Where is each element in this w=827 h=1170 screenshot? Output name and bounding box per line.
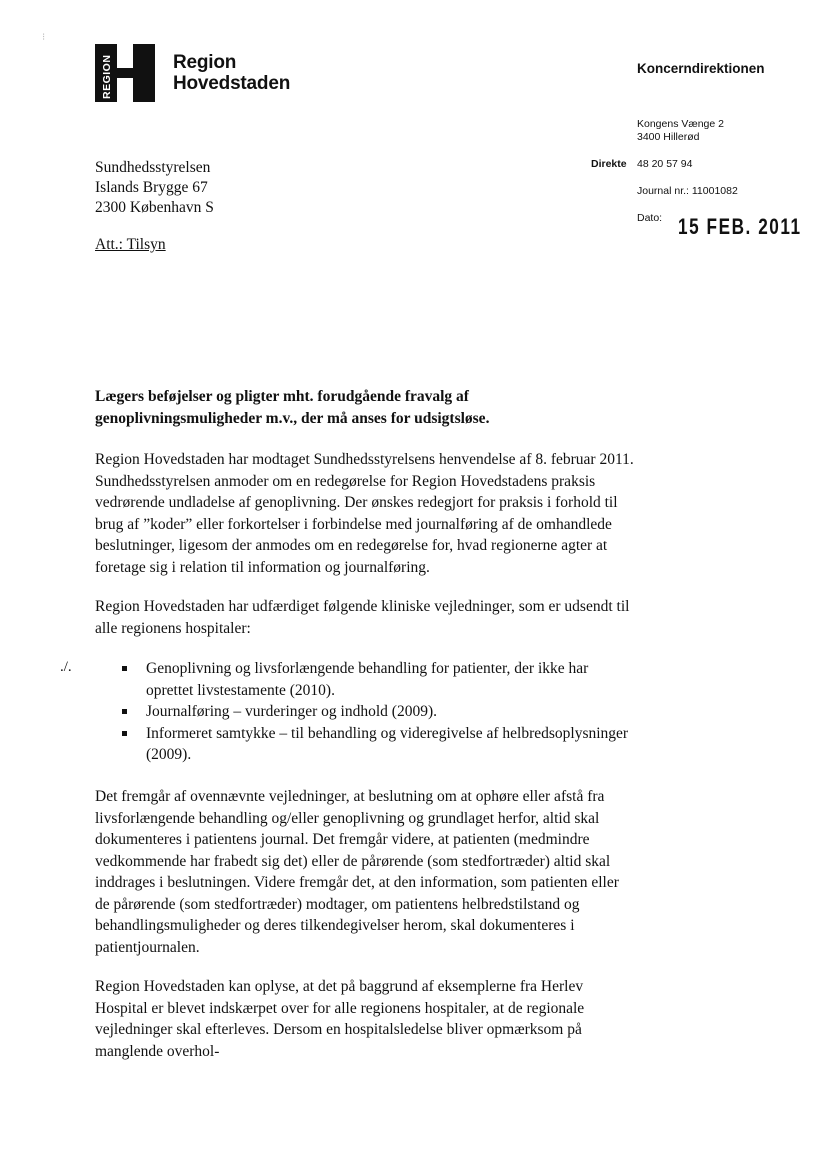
date-label: Dato: [637,212,663,224]
logo-wordmark [173,52,290,94]
paragraph-4: Region Hovedstaden kan oplyse, at det på baggrund af eksemplerne fra Herlev Hospital er blevet indskærpet over for alle regionens hospitaler, at de regionale vejledninger skal efterleves. Dersom en hospitalsledelse bliver opmærksom på manglende overhol- [95,978,585,1060]
bullet-icon [122,666,127,671]
letter-title: Lægers beføjelser og pligter mht. forudgående fravalg af genoplivningsmuligheder m.v., der må anses for udsigtsløse. [95,388,490,427]
enclosure-mark: ./. [60,659,72,675]
date-stamp: 15 FEB. 2011 [678,214,802,239]
logo-line-1: Region [173,52,237,73]
sender-address-line-2: 3400 Hillerød [637,131,700,143]
list-item [95,658,635,701]
recipient-line-3: 2300 København S [95,199,214,216]
recipient-line-2: Islands Brygge 67 [95,179,208,196]
department-name: Koncerndirektionen [637,61,765,76]
logo-line-2: Hovedstaden [173,73,291,94]
attention-line: Att.: Tilsyn [95,236,166,253]
recipient-address [95,158,214,218]
bullet-icon [122,731,127,736]
list-item [95,723,635,766]
paragraph-2: Region Hovedstaden har udfærdiget følgende kliniske vejledninger, som er udsendt til alle regionens hospitaler: [95,598,630,637]
paragraph-3: Det fremgår af ovennævnte vejledninger, at beslutning om at ophøre eller afstå fra livsforlængende behandling og/eller genoplivning og grundlaget herfor, altid skal dokumenteres i patientens journal. Det fremgår videre, at patienten (medmindre vedkommende har frabedt sig det) eller de pårørende (som stedfortræder) altid skal inddrages i beslutningen. Videre fremgår det, at den information, som patienten eller de pårørende (som stedfortræder) modtager, om patientens helbredstilstand og behandlingsmuligheder og deres tilkendegivelser herom, skal dokumenteres i patientjournalen. [95,788,619,956]
paragraph-1: Region Hovedstaden har modtaget Sundhedsstyrelsens henvendelse af 8. februar 2011. Sundhedsstyrelsen anmoder om en redegørelse for Region Hovedstadens praksis vedrørende undladelse af genoplivning. Der ønskes redegjort for praksis i forhold til brug af ”koder” eller forkortelser i forbindelse med journalføring af de omhandlede beslutninger, ligesom der anmodes om en redegørelse for, hvad regionerne agter at foretage sig i relation til information og journalføring. [95,451,634,576]
list-item-text: Journalføring – vurderinger og indhold (2009). [146,703,437,720]
region-hovedstaden-logo [95,44,155,102]
list-item [95,701,635,723]
list-item-text: Informeret samtykke – til behandling og videregivelse af helbredsoplysninger (2009). [146,724,629,763]
sender-address-line-1: Kongens Vænge 2 [637,118,724,130]
guideline-list [95,658,635,766]
recipient-line-1: Sundhedsstyrelsen [95,159,211,176]
bullet-icon [122,709,127,714]
list-item-text: Genoplivning og livsforlængende behandling for patienter, der ikke har oprettet livstestamente (2010). [146,660,589,699]
svg-text:REGION: REGION [101,54,113,99]
direct-phone-value: 48 20 57 94 [637,158,693,170]
direct-phone-label: Direkte [591,158,627,170]
journal-number: Journal nr.: 11001082 [637,185,738,197]
scanner-mark: ⁝ [42,32,46,43]
sender-address [637,118,724,144]
